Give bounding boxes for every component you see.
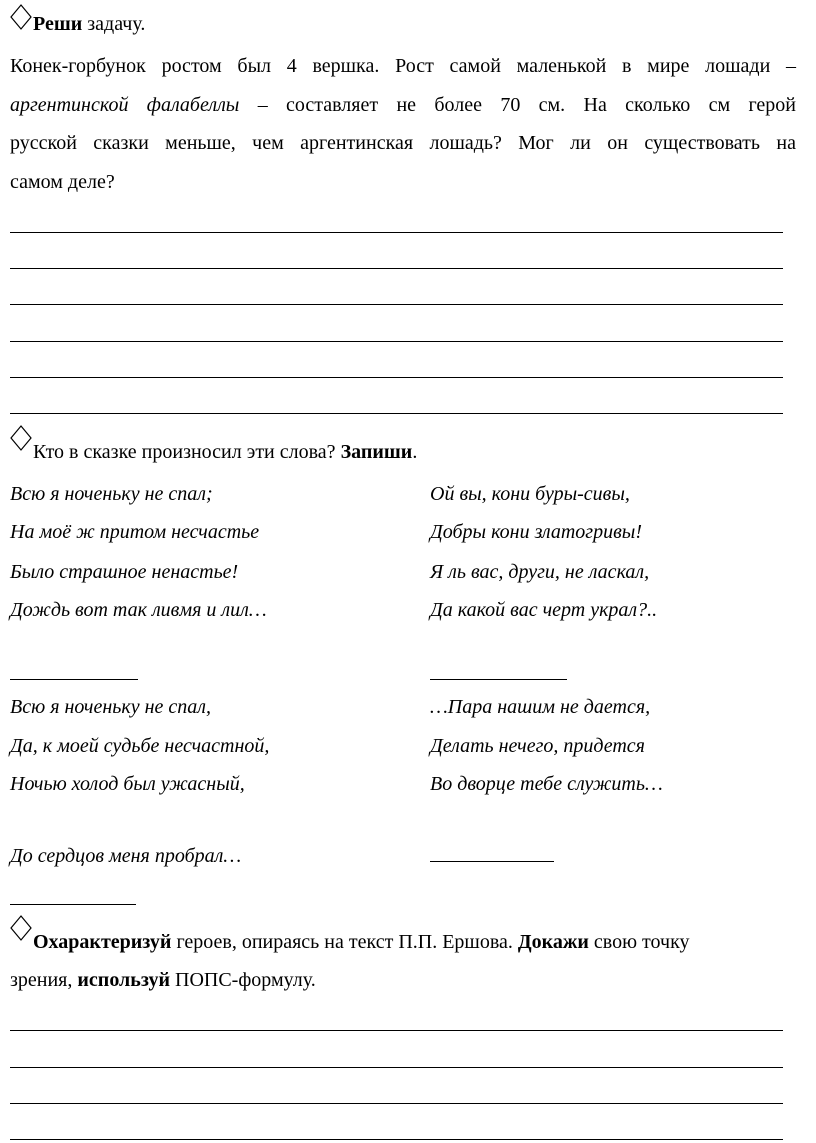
verse-line: До сердцов меня пробрал…: [10, 845, 242, 867]
task2-heading-text: Кто в сказке произносил эти слова?: [33, 441, 341, 463]
task3-line-2: [10, 970, 316, 990]
task1-heading: [33, 14, 145, 34]
task2-heading: [33, 442, 417, 462]
verse-line: Добры кони златогривы!: [430, 521, 642, 543]
task3-text-4: ПОПС-формулу.: [170, 969, 316, 991]
task1-line-2: [10, 95, 796, 115]
verse-line: Да какой вас черт украл?..: [430, 599, 658, 621]
verse-line: Ночью холод был ужасный,: [10, 773, 245, 795]
task1-line-4: самом деле?: [10, 171, 115, 193]
verse-line: На моё ж притом несчастье: [10, 521, 260, 543]
speaker-answer-line[interactable]: [430, 679, 567, 680]
verse-line: Всю я ноченьку не спал;: [10, 483, 213, 505]
verse-line: Всю я ноченьку не спал,: [10, 696, 211, 718]
verse-line: Ой вы, кони буры-сивы,: [430, 483, 630, 505]
answer-line: [10, 304, 783, 305]
task1-heading-rest: задачу.: [82, 13, 146, 35]
verse-line: Было страшное ненастье!: [10, 561, 239, 583]
task2-verb: Запиши: [340, 441, 413, 463]
task1-line-2-rest: – составляет не более 70 см. На сколько см герой: [239, 94, 796, 116]
verse-line: …Пара нашим не дается,: [430, 696, 651, 718]
task1-line-1: Конек-горбунок ростом был 4 вершка. Рост самой маленькой в мире лошади –: [10, 55, 796, 77]
falabella-term: аргентинской фалабеллы: [10, 94, 240, 116]
task1-line-3: русской сказки меньше, чем аргентинская лошадь? Мог ли он существовать на: [10, 132, 796, 154]
task2-period: .: [412, 441, 418, 463]
verse-line: Во дворце тебе служить…: [430, 773, 663, 795]
answer-line: [10, 1067, 783, 1068]
diamond-bullet-icon: [10, 915, 32, 941]
speaker-answer-line[interactable]: [10, 679, 138, 680]
task3-text-1: героев, опираясь на текст П.П. Ершова.: [171, 931, 518, 953]
answer-line: [10, 413, 783, 414]
verse-line: Да, к моей судьбе несчастной,: [10, 735, 270, 757]
task3-line-1: [33, 932, 690, 952]
task3-text-3: зрения,: [10, 969, 78, 991]
verse-line: Я ль вас, други, не ласкал,: [430, 561, 650, 583]
task3-verb-use: используй: [77, 969, 170, 991]
answer-line: [10, 1139, 783, 1140]
task3-text-2: свою точку: [588, 931, 690, 953]
answer-line: [10, 268, 783, 269]
answer-line: [10, 377, 783, 378]
answer-line: [10, 1030, 783, 1031]
task3-verb-prove: Докажи: [517, 931, 589, 953]
verse-line: Дождь вот так ливмя и лил…: [10, 599, 267, 621]
task3-verb-characterize: Охарактеризуй: [33, 931, 172, 953]
answer-line: [10, 232, 783, 233]
diamond-bullet-icon: [10, 425, 32, 451]
speaker-answer-line[interactable]: [430, 861, 554, 862]
task1-verb: Реши: [33, 13, 83, 35]
speaker-answer-line[interactable]: [10, 904, 136, 905]
verse-line: Делать нечего, придется: [430, 735, 645, 757]
answer-line: [10, 341, 783, 342]
answer-line: [10, 1103, 783, 1104]
diamond-bullet-icon: [10, 4, 32, 30]
